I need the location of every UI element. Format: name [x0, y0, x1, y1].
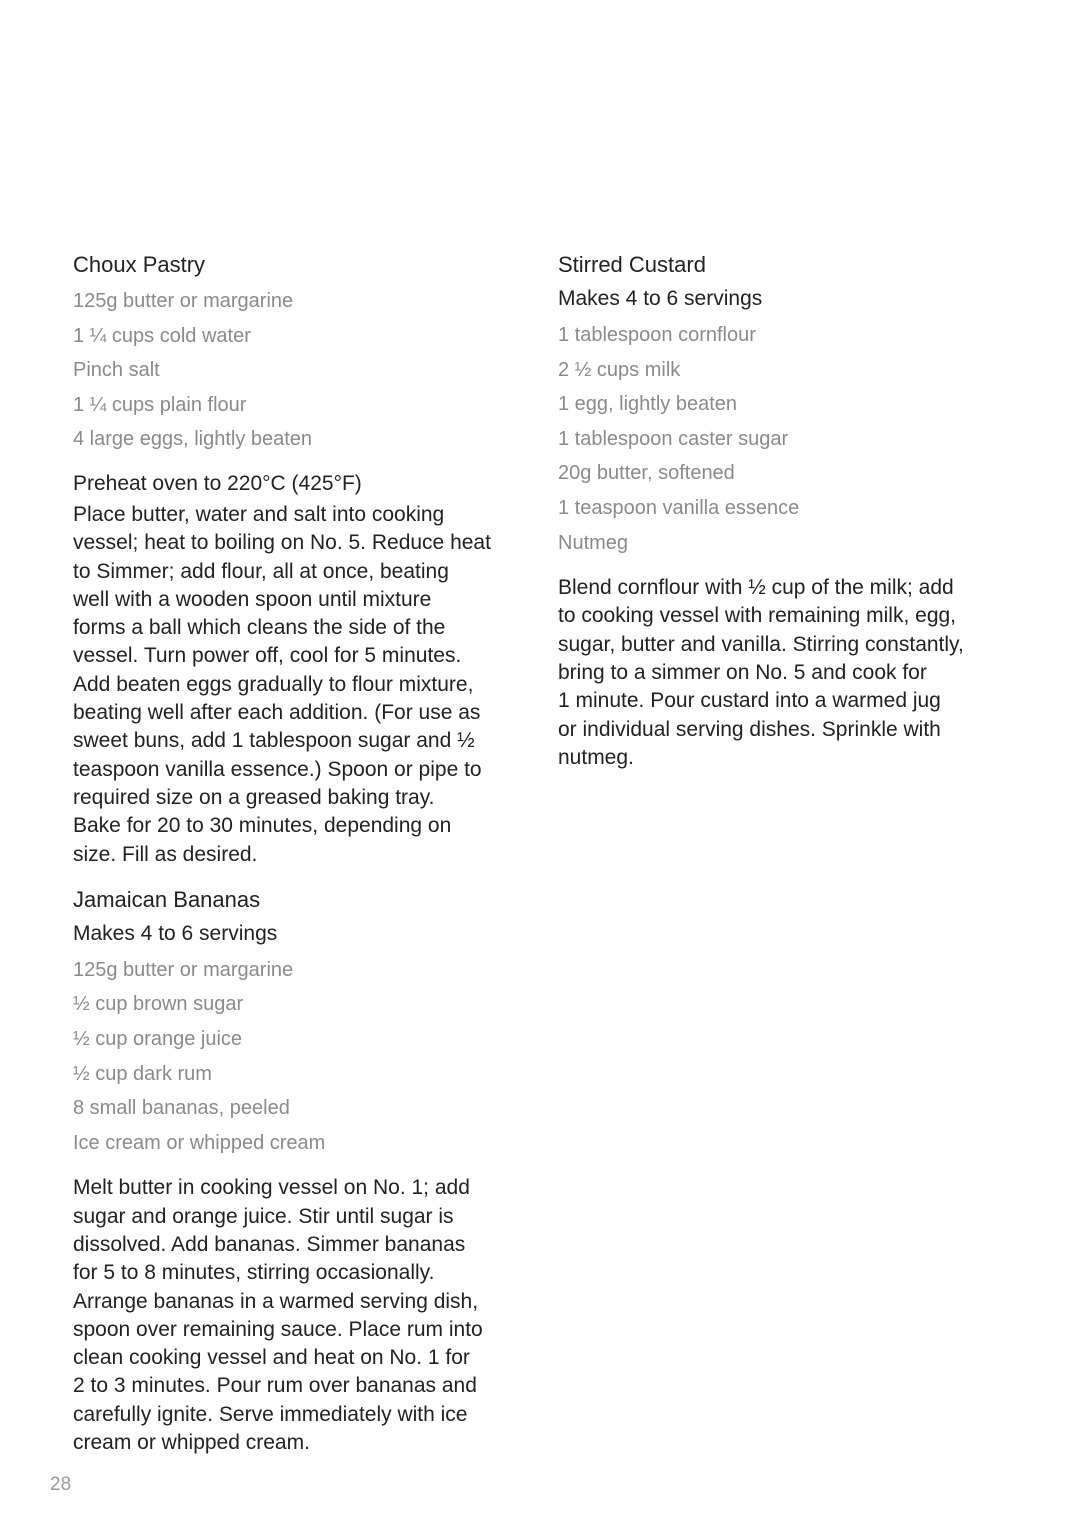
stirred-custard-title: Stirred Custard [558, 252, 706, 277]
method-line: bring to a simmer on No. 5 and cook for [558, 661, 927, 685]
method-line: Bake for 20 to 30 minutes, depending on [73, 814, 452, 838]
jamaican-bananas-recipe [73, 885, 523, 1458]
method-line: Melt butter in cooking vessel on No. 1; add [73, 1176, 470, 1200]
bananas-servings: Makes 4 to 6 servings [73, 921, 278, 945]
method-line: beating well after each addition. (For use as [73, 701, 481, 725]
right-column [558, 250, 1003, 772]
method-line: spoon over remaining sauce. Place rum into [73, 1317, 483, 1341]
method-line: 2 to 3 minutes. Pour rum over bananas and [73, 1374, 477, 1398]
ingredient-item: 1 tablespoon cornflour [558, 324, 756, 346]
method-line: Blend cornflour with ½ cup of the milk; add [558, 576, 954, 600]
ingredient-item: ½ cup brown sugar [73, 993, 244, 1016]
bananas-method [73, 1174, 523, 1457]
method-line: or individual serving dishes. Sprinkle with [558, 717, 941, 741]
ingredient-item: 8 small bananas, peeled [73, 1097, 290, 1120]
ingredient-item: 4 large eggs, lightly beaten [73, 428, 313, 451]
custard-method [558, 574, 1003, 772]
ingredient-item: 2 ½ cups milk [558, 358, 681, 381]
method-line: to Simmer; add flour, all at once, beating [73, 559, 449, 583]
method-line: nutmeg. [558, 745, 634, 769]
ingredient-item: Pinch salt [73, 359, 160, 382]
method-line: vessel; heat to boiling on No. 5. Reduce heat [73, 531, 491, 555]
ingredient-item: 20g butter, softened [558, 462, 735, 485]
custard-ingredients-list [558, 318, 1003, 560]
page-number: 28 [50, 1474, 72, 1495]
method-line: size. Fill as desired. [73, 842, 258, 866]
method-line: cream or whipped cream. [73, 1431, 310, 1455]
method-line: Place butter, water and salt into cooking [73, 502, 445, 526]
method-line: 1 minute. Pour custard into a warmed jug [558, 689, 941, 713]
choux-preheat-note: Preheat oven to 220°C (425°F) [73, 471, 362, 495]
ingredient-item: Nutmeg [558, 531, 629, 554]
ingredient-item: ½ cup orange juice [73, 1028, 243, 1051]
bananas-ingredients-list [73, 953, 523, 1161]
method-line: sugar and orange juice. Stir until sugar is [73, 1204, 454, 1228]
ingredient-item: ½ cup dark rum [73, 1062, 212, 1085]
choux-method [73, 501, 523, 869]
method-line: clean cooking vessel and heat on No. 1 for [73, 1346, 470, 1370]
choux-pastry-title: Choux Pastry [73, 252, 206, 277]
method-line: carefully ignite. Serve immediately with ice [73, 1402, 468, 1426]
method-line: for 5 to 8 minutes, stirring occasionally. [73, 1261, 435, 1285]
jamaican-bananas-title: Jamaican Bananas [73, 886, 261, 912]
ingredient-item: 1 tablespoon caster sugar [558, 427, 789, 450]
stirred-custard-recipe [558, 250, 1003, 772]
method-line: teaspoon vanilla essence.) Spoon or pipe to [73, 757, 482, 781]
ingredient-item: 1 teaspoon vanilla essence [558, 496, 800, 519]
method-line: forms a ball which cleans the side of the [73, 616, 446, 640]
ingredient-item: Ice cream or whipped cream [73, 1131, 326, 1154]
method-line: Add beaten eggs gradually to flour mixture, [73, 672, 474, 696]
custard-servings: Makes 4 to 6 servings [558, 287, 763, 310]
choux-ingredients-list [73, 284, 523, 457]
ingredient-item: 1 egg, lightly beaten [558, 393, 738, 416]
method-line: dissolved. Add bananas. Simmer bananas [73, 1232, 466, 1256]
method-line: required size on a greased baking tray. [73, 785, 435, 809]
left-column [73, 250, 523, 1457]
method-line: to cooking vessel with remaining milk, egg, [558, 604, 957, 628]
method-line: sugar, butter and vanilla. Stirring constantly, [558, 632, 964, 656]
method-line: sweet buns, add 1 tablespoon sugar and ½ [73, 729, 475, 753]
choux-pastry-recipe [73, 250, 523, 869]
ingredient-item: 125g butter or margarine [73, 958, 294, 981]
method-line: well with a wooden spoon until mixture [73, 587, 432, 611]
ingredient-item: 1 ¼ cups plain flour [73, 393, 247, 416]
ingredient-item: 1 ¼ cups cold water [73, 324, 251, 347]
method-line: Arrange bananas in a warmed serving dish, [73, 1289, 479, 1313]
ingredient-item: 125g butter or margarine [73, 290, 294, 312]
method-line: vessel. Turn power off, cool for 5 minutes. [73, 644, 462, 668]
